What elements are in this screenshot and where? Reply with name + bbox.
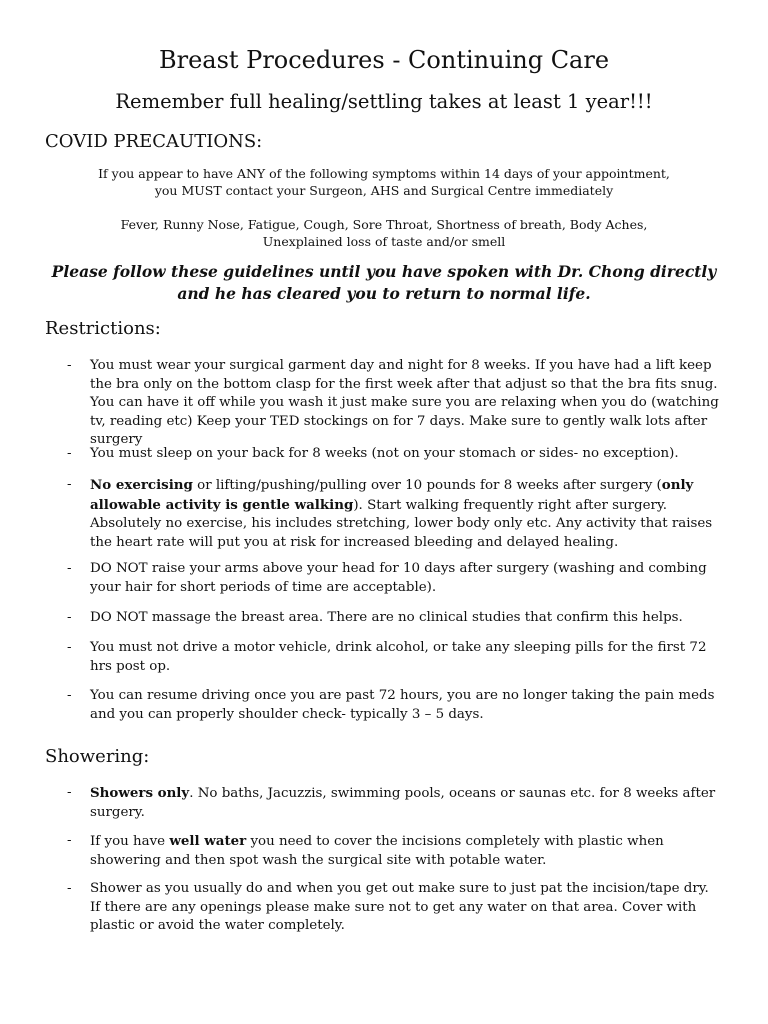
showering-text: Shower as you usually do and when you get out make sure to just pat the incision/tape dry. If there are any openings please make sure not to get any water on that area. Cover with plastic or avoid the water completely.: [90, 881, 709, 933]
bullet-dash: -: [67, 688, 72, 703]
bullet-dash: -: [67, 561, 72, 576]
restriction-text: You must wear your surgical garment day and night for 8 weeks. If you have had a lift keep the bra only on the bottom clasp for the first week after that adjust so that the bra fits snug. You can have it off while you wash it just make sure you are relaxing when you do (watching tv, reading etc) Keep your TED stockings on for 7 days. Make sure to gently walk lots after surgery: [90, 358, 719, 447]
covid-notice: [0, 165, 768, 199]
restriction-bold-text: No exercising: [90, 477, 193, 493]
restriction-text: DO NOT raise your arms above your head for 10 days after surgery (washing and combing your hair for short periods of time are acceptable).: [90, 561, 707, 595]
restriction-text: You must sleep on your back for 8 weeks (not on your stomach or sides- no exception).: [90, 446, 679, 461]
restriction-item: [0, 445, 722, 464]
bullet-dash: -: [67, 610, 72, 625]
showering-text: . No baths, Jacuzzis, swimming pools, oceans or saunas etc. for 8 weeks after surgery.: [90, 786, 716, 820]
showering-item: [0, 832, 722, 870]
restriction-text: ). Start walking frequently right after surgery. Absolutely no exercise, his includes stretching, lower body only etc. Any activity that raises the heart rate will put you at risk for increased bleeding and delayed healing.: [90, 497, 713, 550]
showering-bold-text: well water: [169, 833, 247, 849]
restriction-text: You can resume driving once you are past 72 hours, you are no longer taking the pain meds and you can properly shoulder check- typically 3 – 5 days.: [90, 688, 715, 722]
bullet-dash: -: [67, 358, 72, 373]
bullet-dash: -: [67, 477, 72, 492]
showering-item: [0, 880, 722, 936]
showering-item: [0, 784, 722, 822]
showering-heading: Showering:: [45, 746, 150, 767]
symptoms-line-2: Unexplained loss of taste and/or smell: [262, 234, 506, 249]
bullet-dash: -: [67, 446, 72, 461]
bullet-dash: -: [67, 833, 72, 848]
showering-text: you need to cover the incisions completely with plastic when showering and then spot wash the surgical site with potable water.: [90, 834, 664, 868]
restriction-text: You must not drive a motor vehicle, drink alcohol, or take any sleeping pills for the first 72 hrs post op.: [90, 640, 707, 674]
restriction-bold-text: only allowable activity is gentle walking: [90, 477, 694, 513]
covid-symptoms: [0, 216, 768, 250]
restriction-item: [0, 476, 722, 552]
restriction-item: [0, 609, 722, 628]
bullet-dash: -: [67, 785, 72, 800]
showering-text: If you have: [90, 834, 170, 849]
page-title: Breast Procedures - Continuing Care: [158, 46, 610, 74]
showering-bold-text: Showers only: [90, 785, 190, 801]
covid-notice-line-1: If you appear to have ANY of the following symptoms within 14 days of your appointment,: [98, 166, 670, 181]
restriction-item: [0, 357, 722, 450]
restriction-item: [0, 687, 722, 724]
restriction-item: [0, 560, 722, 597]
guideline-notice: Please follow these guidelines until you have spoken with Dr. Chong directly and he has cleared you to return to normal life.: [51, 262, 717, 303]
bullet-dash: -: [67, 640, 72, 655]
page-subtitle: Remember full healing/settling takes at least 1 year!!!: [115, 90, 653, 113]
restrictions-heading: Restrictions:: [45, 318, 161, 339]
restriction-item: [0, 639, 722, 676]
restriction-text: DO NOT massage the breast area. There are no clinical studies that confirm this helps.: [90, 610, 683, 625]
restriction-text: or lifting/pushing/pulling over 10 pounds for 8 weeks after surgery (: [192, 478, 662, 493]
covid-heading: COVID PRECAUTIONS:: [45, 131, 263, 152]
symptoms-line-1: Fever, Runny Nose, Fatigue, Cough, Sore Throat, Shortness of breath, Body Aches,: [120, 217, 648, 232]
bullet-dash: -: [67, 881, 72, 896]
covid-notice-line-2: you MUST contact your Surgeon, AHS and Surgical Centre immediately: [154, 183, 614, 198]
